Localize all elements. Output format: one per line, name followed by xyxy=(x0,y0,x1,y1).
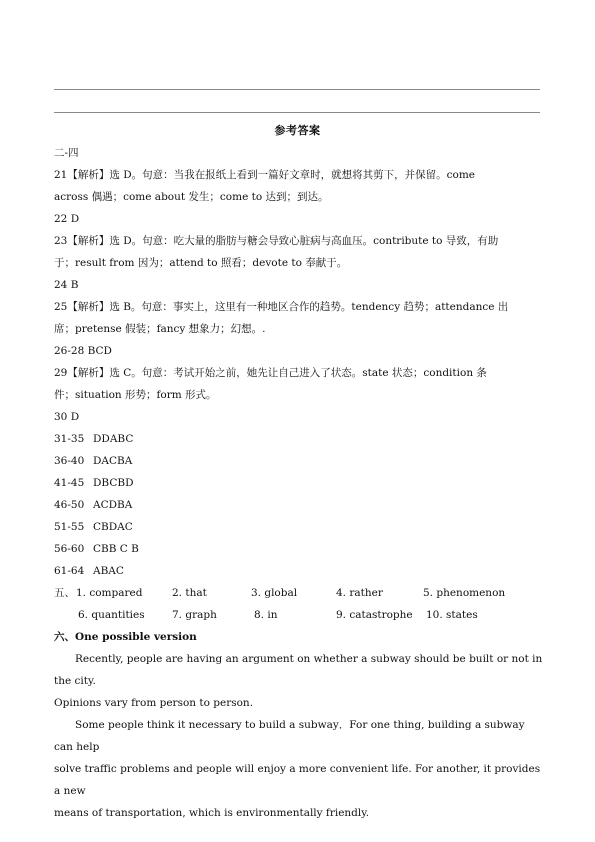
section-5-row-1 xyxy=(54,582,544,604)
group-answer-row xyxy=(54,472,544,494)
answer-26-28: 26-28 BCD xyxy=(54,345,112,357)
fill-answer: 8. in xyxy=(254,609,278,621)
essay-paragraph-2-line-3: means of transportation, which is environmentally friendly. xyxy=(54,807,370,819)
fill-answer: 3. global xyxy=(251,587,298,599)
header-rule-top xyxy=(54,89,540,90)
group-range: 46-50 xyxy=(54,499,85,511)
answer-21-line-1: 21【解析】选 D。句意：当我在报纸上看到一篇好文章时，就想将其剪下，并保留。come xyxy=(54,169,475,181)
group-answer: DBCBD xyxy=(93,477,134,489)
answer-content xyxy=(54,142,544,824)
fill-answer: 10. states xyxy=(426,609,478,621)
fill-answer: 2. that xyxy=(172,587,207,599)
group-range: 61-64 xyxy=(54,565,85,577)
page-title: 参考答案 xyxy=(274,124,321,137)
group-answer: ABAC xyxy=(93,565,124,577)
answer-29-line-1: 29【解析】选 C。句意：考试开始之前，她先让自己进入了状态。state 状态；condition 条 xyxy=(54,367,487,379)
group-range: 51-55 xyxy=(54,521,85,533)
fill-answer: 1. compared xyxy=(76,587,143,599)
group-answer-row xyxy=(54,538,544,560)
answer-24: 24 B xyxy=(54,279,79,291)
group-range: 31-35 xyxy=(54,433,85,445)
answer-25-line-1: 25【解析】选 B。句意：事实上，这里有一种地区合作的趋势。tendency 趋势；attendance 出 xyxy=(54,301,509,313)
essay-paragraph-1-line-1: Recently, people are having an argument on whether a subway should be built or not in the city. xyxy=(54,653,543,687)
group-answer-row xyxy=(54,494,544,516)
answer-23-line-2: 于；result from 因为；attend to 照看；devote to 奉献于。 xyxy=(54,257,348,269)
fill-answer: 4. rather xyxy=(336,587,383,599)
essay-paragraph-1-line-2: Opinions vary from person to person. xyxy=(54,697,254,709)
group-answer-row xyxy=(54,450,544,472)
fill-answer: 7. graph xyxy=(172,609,217,621)
group-range: 41-45 xyxy=(54,477,85,489)
group-answer-row xyxy=(54,516,544,538)
answer-21-line-2: across 偶遇；come about 发生；come to 达到；到达。 xyxy=(54,191,329,203)
answer-23-line-1: 23【解析】选 D。句意：吃大量的脂肪与糖会导致心脏病与高血压。contribute to 导致，有助 xyxy=(54,235,499,247)
group-range: 36-40 xyxy=(54,455,85,467)
group-answer: CBB C B xyxy=(93,543,139,555)
answer-25-line-2: 席；pretense 假装；fancy 想象力；幻想。. xyxy=(54,323,266,335)
group-answer-row xyxy=(54,428,544,450)
header-rule-bottom xyxy=(54,112,540,113)
group-answer-row xyxy=(54,560,544,582)
fill-answer: 6. quantities xyxy=(78,609,145,621)
fill-answer: 9. catastrophe xyxy=(336,609,413,621)
answer-22: 22 D xyxy=(54,213,80,225)
essay-paragraph-2-line-1: Some people think it necessary to build a subway．For one thing, building a subway can help xyxy=(54,719,525,753)
section-6-heading: 六、One possible version xyxy=(54,631,197,643)
group-answer: DDABC xyxy=(93,433,134,445)
essay-paragraph-2-line-2: solve traffic problems and people will enjoy a more convenient life. For another, it provides a new xyxy=(54,763,541,797)
section-heading-2-4: 二-四 xyxy=(54,147,79,159)
group-answer: DACBA xyxy=(93,455,133,467)
answer-29-line-2: 件；situation 形势；form 形式。 xyxy=(54,389,217,401)
section-5-label: 五、 xyxy=(54,587,75,599)
group-answer: CBDAC xyxy=(93,521,133,533)
section-5-row-2 xyxy=(54,604,544,626)
fill-answer: 5. phenomenon xyxy=(423,587,506,599)
group-range: 56-60 xyxy=(54,543,85,555)
answer-30: 30 D xyxy=(54,411,80,423)
essay xyxy=(54,648,544,824)
group-answer: ACDBA xyxy=(93,499,133,511)
